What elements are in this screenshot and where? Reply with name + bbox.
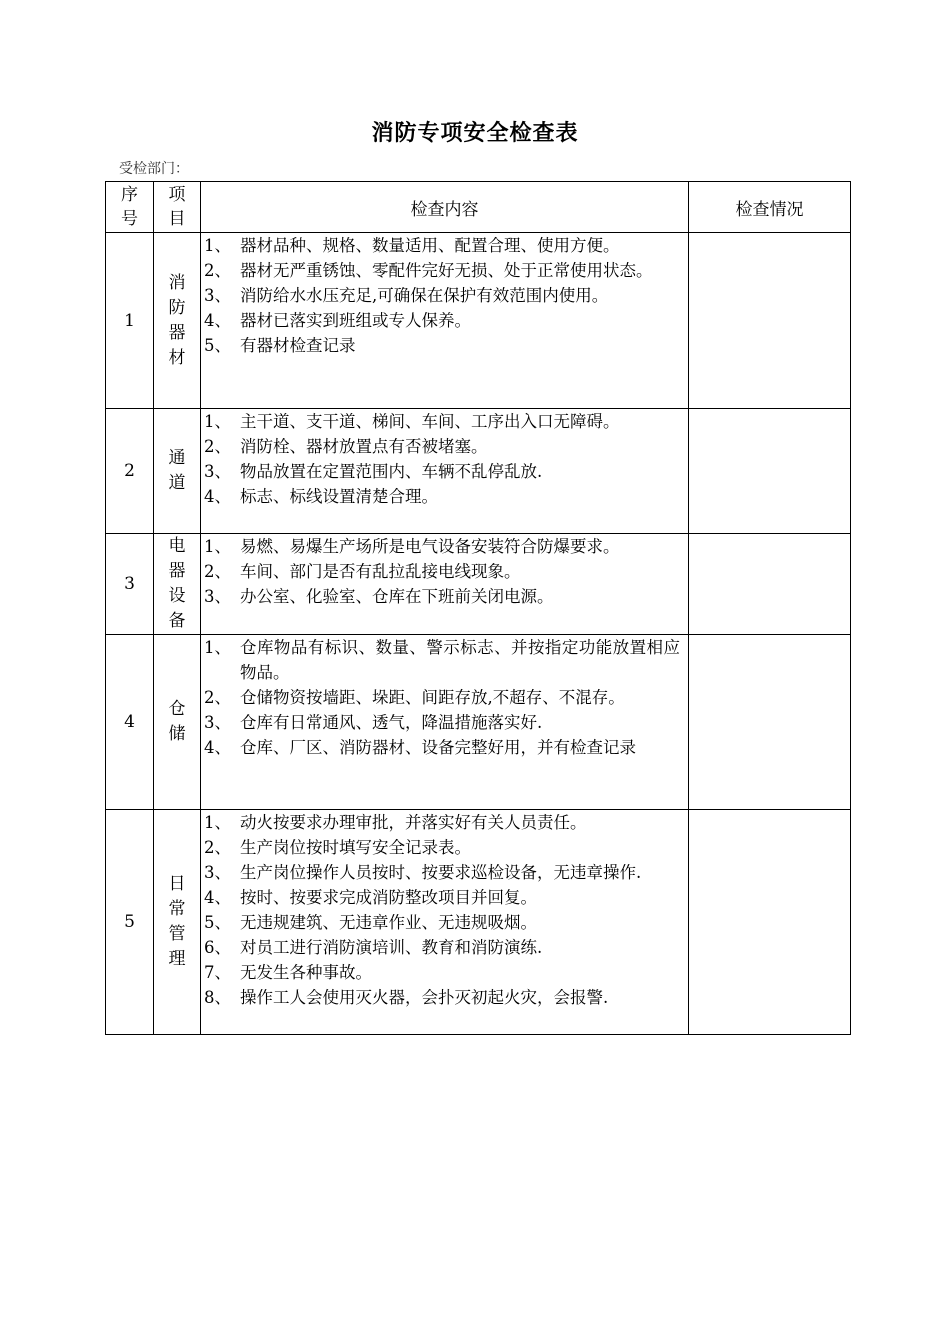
row-item-char: 设 — [168, 586, 186, 606]
inspected-department-label: 受检部门： — [119, 161, 189, 177]
check-item-number: 4、 — [204, 738, 231, 757]
header-item-line: 目 — [168, 209, 186, 229]
check-item-number: 1、 — [204, 236, 231, 255]
header-item — [154, 182, 201, 233]
row-content — [201, 233, 689, 409]
check-item-text: 消防栓、器材放置点有否被堵塞。 — [240, 437, 488, 456]
check-item — [204, 735, 680, 760]
row-item-char: 通 — [168, 448, 186, 468]
row-result-cell[interactable] — [689, 233, 851, 409]
header-item-line: 项 — [168, 185, 186, 205]
row-item — [154, 635, 201, 810]
row-item-char: 备 — [168, 611, 186, 631]
check-item — [204, 283, 680, 308]
header-content: 检查内容 — [201, 182, 689, 233]
check-item-number: 8、 — [204, 988, 231, 1007]
check-item-text: 无违规建筑、无违章作业、无违规吸烟。 — [240, 913, 537, 932]
check-item-text: 器材无严重锈蚀、零配件完好无损、处于正常使用状态。 — [240, 261, 653, 280]
check-item-number: 1、 — [204, 537, 231, 556]
row-item-char: 材 — [168, 347, 186, 368]
check-item — [204, 333, 680, 358]
row-item-char: 消 — [168, 272, 186, 293]
check-item — [204, 835, 680, 860]
row-item-char: 电 — [168, 536, 186, 556]
check-item-number: 3、 — [204, 863, 231, 882]
table-header-row — [106, 182, 851, 233]
row-content — [201, 810, 689, 1035]
check-item-number: 4、 — [204, 888, 231, 907]
row-item — [154, 810, 201, 1035]
check-item-number: 3、 — [204, 286, 231, 305]
check-item-text: 生产岗位按时填写安全记录表。 — [240, 838, 471, 857]
check-item-text: 仓储物资按墙距、垛距、间距存放,不超存、不混存。 — [240, 688, 625, 707]
check-item — [204, 534, 680, 559]
row-content — [201, 409, 689, 534]
check-item-number: 2、 — [204, 688, 231, 707]
check-item-text: 仓库有日常通风、透气，降温措施落实好. — [240, 713, 543, 732]
check-item — [204, 935, 680, 960]
check-item — [204, 559, 680, 584]
row-item-char: 防 — [168, 297, 186, 318]
check-item-text: 消防给水水压充足,可确保在保护有效范围内使用。 — [240, 286, 609, 305]
check-item-number: 4、 — [204, 487, 231, 506]
check-item-text: 按时、按要求完成消防整改项目并回复。 — [240, 888, 537, 907]
check-item-text: 对员工进行消防演培训、教育和消防演练. — [240, 938, 543, 957]
check-item-text: 办公室、化验室、仓库在下班前关闭电源。 — [240, 587, 554, 606]
check-item — [204, 434, 680, 459]
table-row — [106, 534, 851, 635]
row-item-char: 道 — [168, 473, 186, 493]
row-number: 5 — [106, 810, 154, 1035]
row-result-cell[interactable] — [689, 635, 851, 810]
check-item-number: 6、 — [204, 938, 231, 957]
check-item-number: 3、 — [204, 713, 231, 732]
inspection-table — [105, 181, 851, 1035]
row-number: 1 — [106, 233, 154, 409]
row-number: 4 — [106, 635, 154, 810]
check-item — [204, 685, 680, 710]
check-item-text: 无发生各种事故。 — [240, 963, 372, 982]
check-item — [204, 885, 680, 910]
header-seq-line: 序 — [121, 185, 138, 205]
check-item-text: 动火按要求办理审批，并落实好有关人员责任。 — [240, 813, 587, 832]
check-item — [204, 960, 680, 985]
check-item — [204, 459, 680, 484]
check-item-text: 仓库物品有标识、数量、警示标志、并按指定功能放置相应物品。 — [240, 638, 680, 682]
check-item-number: 2、 — [204, 437, 231, 456]
check-item-text: 车间、部门是否有乱拉乱接电线现象。 — [240, 562, 521, 581]
check-item — [204, 484, 680, 509]
check-item-text: 物品放置在定置范围内、车辆不乱停乱放. — [240, 462, 543, 481]
check-item-number: 5、 — [204, 336, 231, 355]
row-item-char: 储 — [168, 724, 186, 744]
row-item-char: 仓 — [168, 699, 186, 719]
check-item-text: 有器材检查记录 — [240, 336, 356, 355]
row-item — [154, 409, 201, 534]
table-row — [106, 409, 851, 534]
row-content — [201, 635, 689, 810]
row-result-cell[interactable] — [689, 409, 851, 534]
check-item — [204, 810, 680, 835]
row-number: 2 — [106, 409, 154, 534]
row-item — [154, 233, 201, 409]
check-item — [204, 860, 680, 885]
row-item-char: 日 — [168, 874, 186, 894]
check-item-number: 7、 — [204, 963, 231, 982]
check-item-text: 易燃、易爆生产场所是电气设备安装符合防爆要求。 — [240, 537, 620, 556]
check-item-number: 4、 — [204, 311, 231, 330]
check-item-text: 器材品种、规格、数量适用、配置合理、使用方便。 — [240, 236, 620, 255]
check-item-number: 2、 — [204, 261, 231, 280]
table-row — [106, 233, 851, 409]
row-item-char: 常 — [168, 899, 186, 919]
header-result: 检查情况 — [689, 182, 851, 233]
table-row — [106, 810, 851, 1035]
check-item-text: 主干道、支干道、梯间、车间、工序出入口无障碍。 — [240, 412, 620, 431]
check-item — [204, 635, 680, 685]
check-item-text: 操作工人会使用灭火器，会扑灭初起火灾，会报警. — [240, 988, 609, 1007]
check-item — [204, 710, 680, 735]
row-item — [154, 534, 201, 635]
check-item-number: 2、 — [204, 838, 231, 857]
row-result-cell[interactable] — [689, 534, 851, 635]
row-item-char: 理 — [168, 949, 186, 969]
check-item — [204, 233, 680, 258]
check-item — [204, 910, 680, 935]
check-item-text: 器材已落实到班组或专人保养。 — [240, 311, 471, 330]
row-result-cell[interactable] — [689, 810, 851, 1035]
check-item-number: 1、 — [204, 638, 231, 657]
check-item-text: 生产岗位操作人员按时、按要求巡检设备，无违章操作. — [240, 863, 642, 882]
check-item-number: 1、 — [204, 412, 231, 431]
check-item — [204, 409, 680, 434]
row-item-char: 器 — [168, 561, 186, 581]
page-title: 消防专项安全检查表 — [371, 120, 579, 146]
check-item-number: 5、 — [204, 913, 231, 932]
check-item-number: 3、 — [204, 587, 231, 606]
check-item — [204, 258, 680, 283]
check-item — [204, 308, 680, 333]
check-item-text: 仓库、厂区、消防器材、设备完整好用，并有检查记录 — [240, 738, 636, 757]
table-row — [106, 635, 851, 810]
header-seq — [106, 182, 154, 233]
row-item-char: 器 — [168, 322, 186, 343]
check-item-number: 3、 — [204, 462, 231, 481]
header-seq-line: 号 — [121, 209, 138, 229]
check-item — [204, 985, 680, 1010]
row-item-char: 管 — [168, 924, 186, 944]
row-number: 3 — [106, 534, 154, 635]
check-item-text: 标志、标线设置清楚合理。 — [240, 487, 438, 506]
row-content — [201, 534, 689, 635]
check-item-number: 2、 — [204, 562, 231, 581]
check-item-number: 1、 — [204, 813, 231, 832]
check-item — [204, 584, 680, 609]
